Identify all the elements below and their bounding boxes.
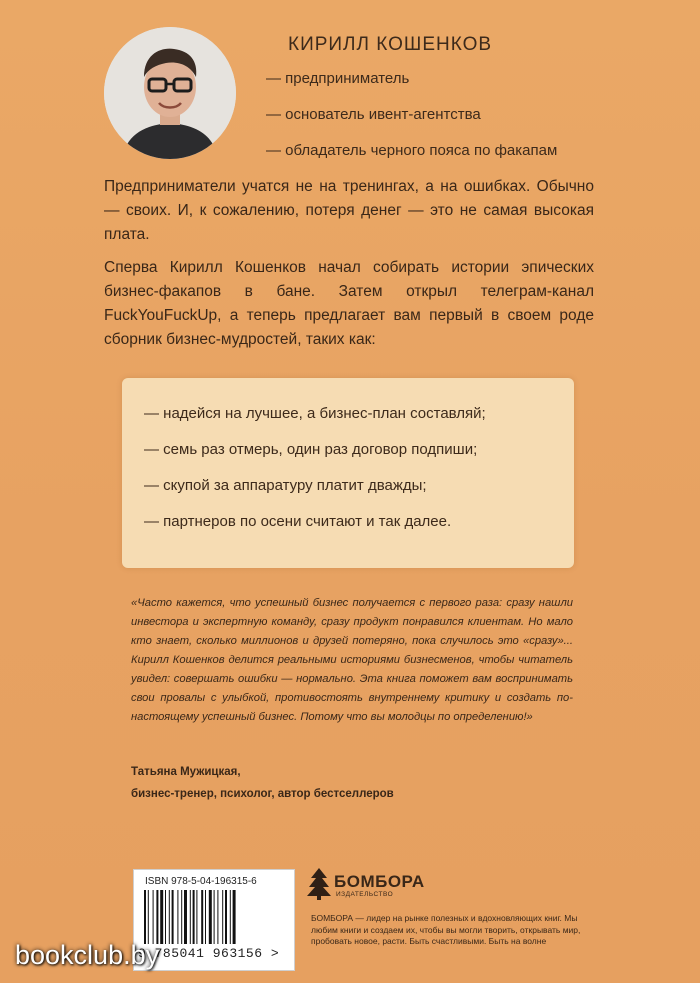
- review-quote: «Часто кажется, что успешный бизнес получается с первого раза: сразу нашли инвестора и экспертную команду, сразу продукт понравился клиентам. Но мало кто знает, сколько миллионов и друзей потеряно, пока случилось это «сразу»... Кирилл Кошенков делится реальными историями бизнесменов, чтобы читатель увидел: совершать ошибки — нормально. Эта книга поможет вам воспринимать свои провалы с улыбкой, противостоять внутреннему критику и создать по-настоящему успешный бизнес. Потому что вы молодцы по определению!»: [131, 597, 573, 723]
- reviewer-title: бизнес-тренер, психолог, автор бестселлеров: [131, 788, 394, 800]
- author-roles: [266, 70, 557, 178]
- publisher-description: БОМБОРА — лидер на рынке полезных и вдохновляющих книг. Мы любим книги и создаем их, чтобы вы могли творить, открывать мир, пробовать новое, расти. Быть счастливыми. Быть на волне: [311, 913, 581, 946]
- proverb-item: — надейся на лучшее, а бизнес-план составляй;: [144, 405, 486, 422]
- author-name: КИРИЛЛ КОШЕНКОВ: [288, 34, 493, 55]
- proverb-item: — семь раз отмерь, один раз договор подпиши;: [144, 441, 478, 458]
- author-role: — обладатель черного пояса по факапам: [266, 142, 558, 159]
- publisher-name: БОМБОРА: [334, 872, 425, 891]
- author-photo: [104, 27, 236, 159]
- reviewer-name: Татьяна Мужицкая,: [131, 766, 241, 778]
- isbn-label: ISBN 978-5-04-196315-6: [145, 876, 257, 887]
- barcode-bars: [142, 890, 286, 946]
- author-role: — предприниматель: [266, 70, 410, 87]
- proverb-item: — скупой за аппаратуру платит дважды;: [144, 477, 427, 494]
- publisher-subtitle: ИЗДАТЕЛЬСТВО: [336, 891, 394, 898]
- description-paragraph: Сперва Кирилл Кошенков начал собирать истории эпических бизнес-факапов в бане. Затем открыл телеграм-канал FuckYouFuckUp, а теперь предлагает вам первый в своем роде сборник бизнес-мудростей, таких как:: [104, 259, 594, 348]
- intro-paragraph: Предприниматели учатся не на тренингах, а на ошибках. Обычно — своих. И, к сожалению, потеря денег — это не самая высокая плата.: [104, 178, 594, 243]
- proverb-item: — партнеров по осени считают и так далее.: [144, 513, 452, 530]
- proverbs-list: [144, 404, 486, 548]
- watermark: bookclub.by: [15, 940, 160, 970]
- proverbs-card: [122, 378, 574, 568]
- author-role: — основатель ивент-агентства: [266, 106, 481, 123]
- tree-logo-icon: [305, 866, 333, 900]
- barcode-digits: 9 785041 963156 >: [138, 946, 280, 961]
